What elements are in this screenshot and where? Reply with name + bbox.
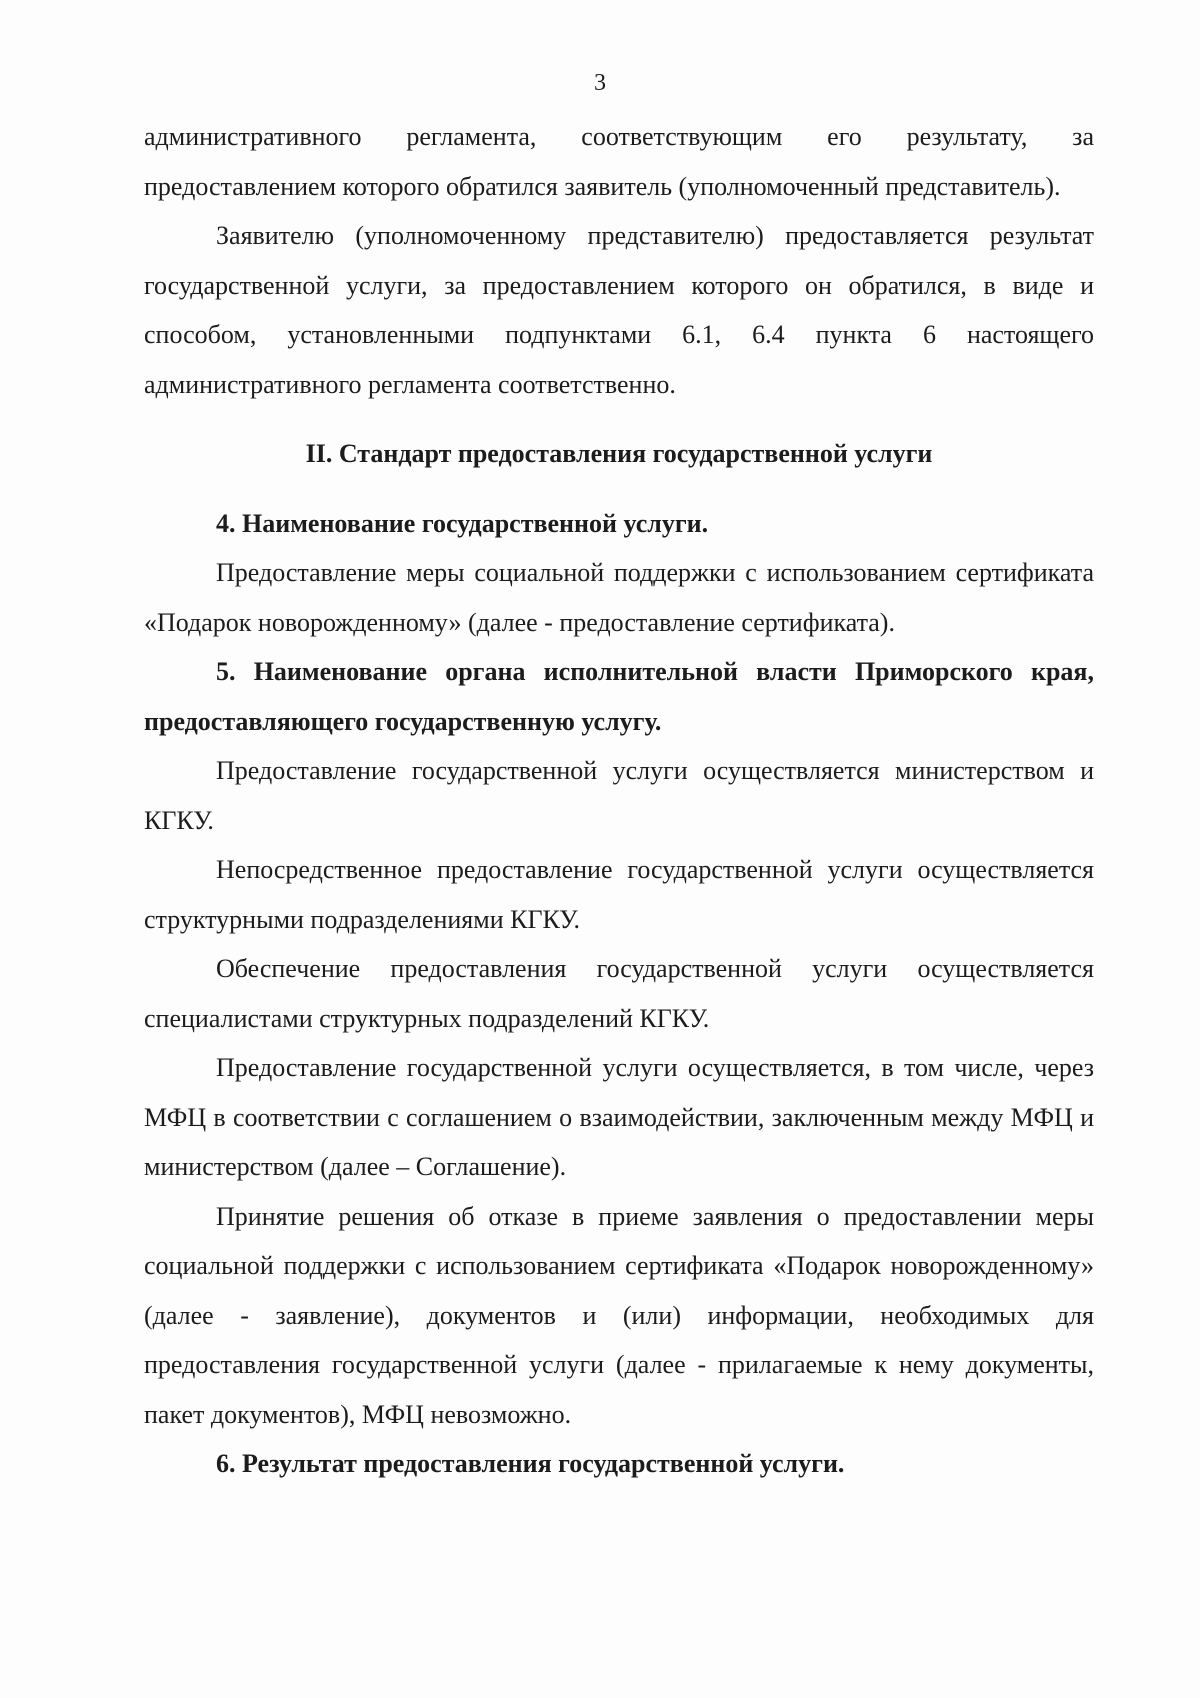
paragraph-service-name: Предоставление меры социальной поддержки с использованием сертификата «Подарок новорожденному» (далее - предоставление сертификата).	[144, 558, 1094, 637]
paragraph-continuation: административного регламента, соответствующим его результату, за предоставлением которого обратился заявитель (уполномоченный представитель).	[144, 122, 1094, 201]
paragraph-provider: Предоставление государственной услуги осуществляется министерством и КГКУ.	[144, 756, 1094, 835]
paragraph-support: Обеспечение предоставления государственной услуги осуществляется специалистами структурных подразделений КГКУ.	[144, 954, 1094, 1033]
section-title: II. Стандарт предоставления государственной услуги	[305, 439, 933, 468]
heading-service-name: 4. Наименование государственной услуги.	[216, 508, 709, 538]
heading-authority-name: 5. Наименование органа исполнительной власти Приморского края, предоставляющего государственную услугу.	[144, 657, 1094, 736]
document-body	[144, 112, 1094, 1489]
heading-service-result: 6. Результат предоставления государственной услуги.	[216, 1449, 845, 1478]
page-number: 3	[594, 70, 606, 96]
paragraph-result-provision: Заявителю (уполномоченному представителю) предоставляется результат государственной услуги, за предоставлением которого он обратился, в виде и способом, установленными подпунктами 6.1, 6.4 пункта 6 настоящего административного регламента соответственно.	[144, 221, 1094, 399]
paragraph-direct-provision: Непосредственное предоставление государственной услуги осуществляется структурными подразделениями КГКУ.	[144, 855, 1094, 934]
paragraph-refusal: Принятие решения об отказе в приеме заявления о предоставлении меры социальной поддержки с использованием сертификата «Подарок новорожденному» (далее - заявление), документов и (или) информации, необходимых для предоставления государственной услуги (далее - прилагаемые к нему документы, пакет документов), МФЦ невозможно.	[144, 1201, 1094, 1429]
paragraph-mfc: Предоставление государственной услуги осуществляется, в том числе, через МФЦ в соответствии с соглашением о взаимодействии, заключенным между МФЦ и министерством (далее – Соглашение).	[144, 1053, 1094, 1181]
